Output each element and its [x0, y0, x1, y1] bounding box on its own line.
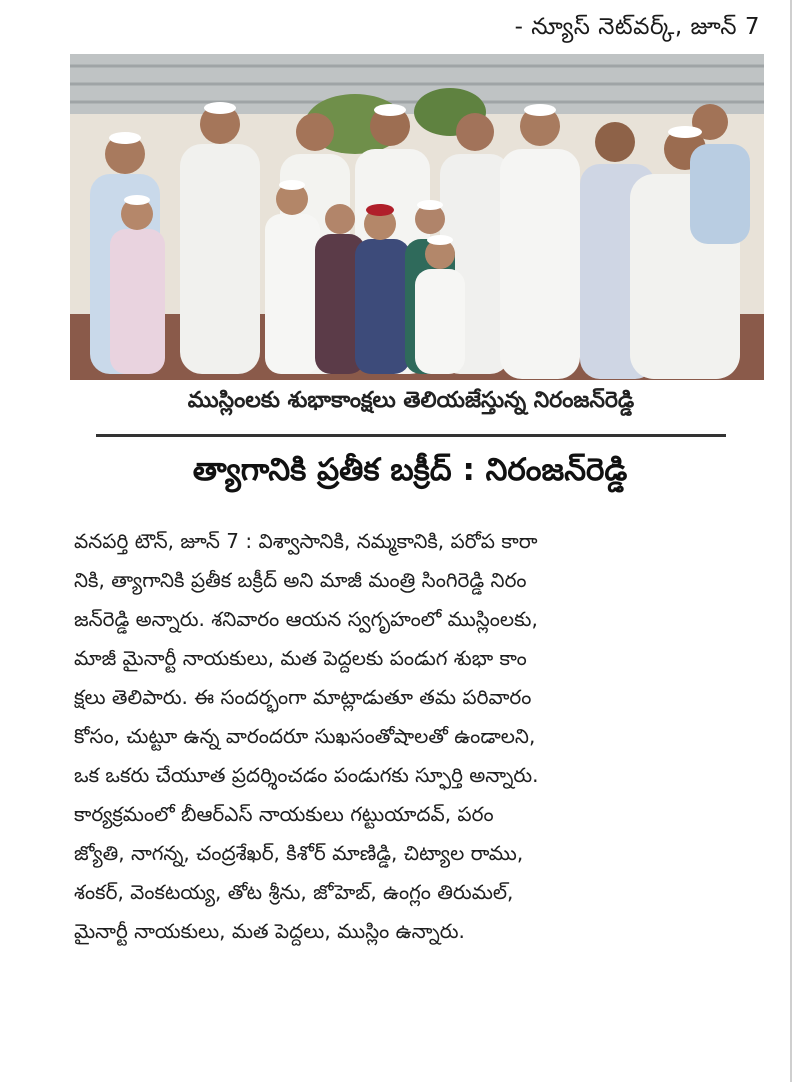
- caption-underline: [96, 434, 726, 437]
- body-line: జన్‌రెడ్డి అన్నారు. శనివారం ఆయన స్వగృహంలో ముస్లింలకు,: [74, 607, 538, 631]
- group-photo-illustration: [70, 54, 764, 380]
- body-line: నికి, త్యాగానికి ప్రతీక బక్రీద్ అని మాజీ మంత్రి సింగిరెడ్డి నిరం: [74, 568, 527, 592]
- body-line: ఒక ఒకరు చేయూత ప్రదర్శించడం పండుగకు స్ఫూర్తి అన్నారు.: [74, 763, 539, 787]
- body-line: కోసం, చుట్టూ ఉన్న వారందరూ సుఖసంతోషాలతో ఉండాలని,: [74, 724, 536, 748]
- article-headline: త్యాగానికి ప్రతీక బక్రీద్ : నిరంజన్‌రెడ్డి: [192, 452, 628, 488]
- body-line: జ్యోతి, నాగన్న, చంద్రశేఖర్, కిశోర్ మాణిడ్డి, చిట్యాల రాము,: [74, 841, 524, 865]
- body-line: మాజీ మైనార్టీ నాయకులు, మత పెద్దలకు పండుగ శుభా కాం: [74, 646, 527, 670]
- body-line: కార్యక్రమంలో బీఆర్‌ఎస్ నాయకులు గట్టుయాదవ్, పరం: [74, 802, 494, 826]
- dateline: - న్యూస్ నెట్‌వర్క్, జూన్ 7: [514, 14, 760, 40]
- column-divider: [790, 0, 792, 1082]
- article-body: [74, 522, 774, 951]
- body-line: శంకర్, వెంకటయ్య, తోట శ్రీను, జోహెబ్, ఉంగ్లం తిరుమల్,: [74, 880, 514, 904]
- body-line: మైనార్టీ నాయకులు, మత పెద్దలు, ముస్లిం ఉన్నారు.: [74, 919, 465, 943]
- body-line: క్షలు తెలిపారు. ఈ సందర్భంగా మాట్లాడుతూ తమ పరివారం: [74, 685, 532, 709]
- photo-caption: ముస్లింలకు శుభాకాంక్షలు తెలియజేస్తున్న నిరంజన్‌రెడ్డి: [187, 388, 635, 413]
- news-photo: [70, 54, 764, 380]
- body-line: వనపర్తి టౌన్, జూన్ 7 : విశ్వాసానికి, నమ్మకానికి, పరోప కారా: [74, 529, 538, 553]
